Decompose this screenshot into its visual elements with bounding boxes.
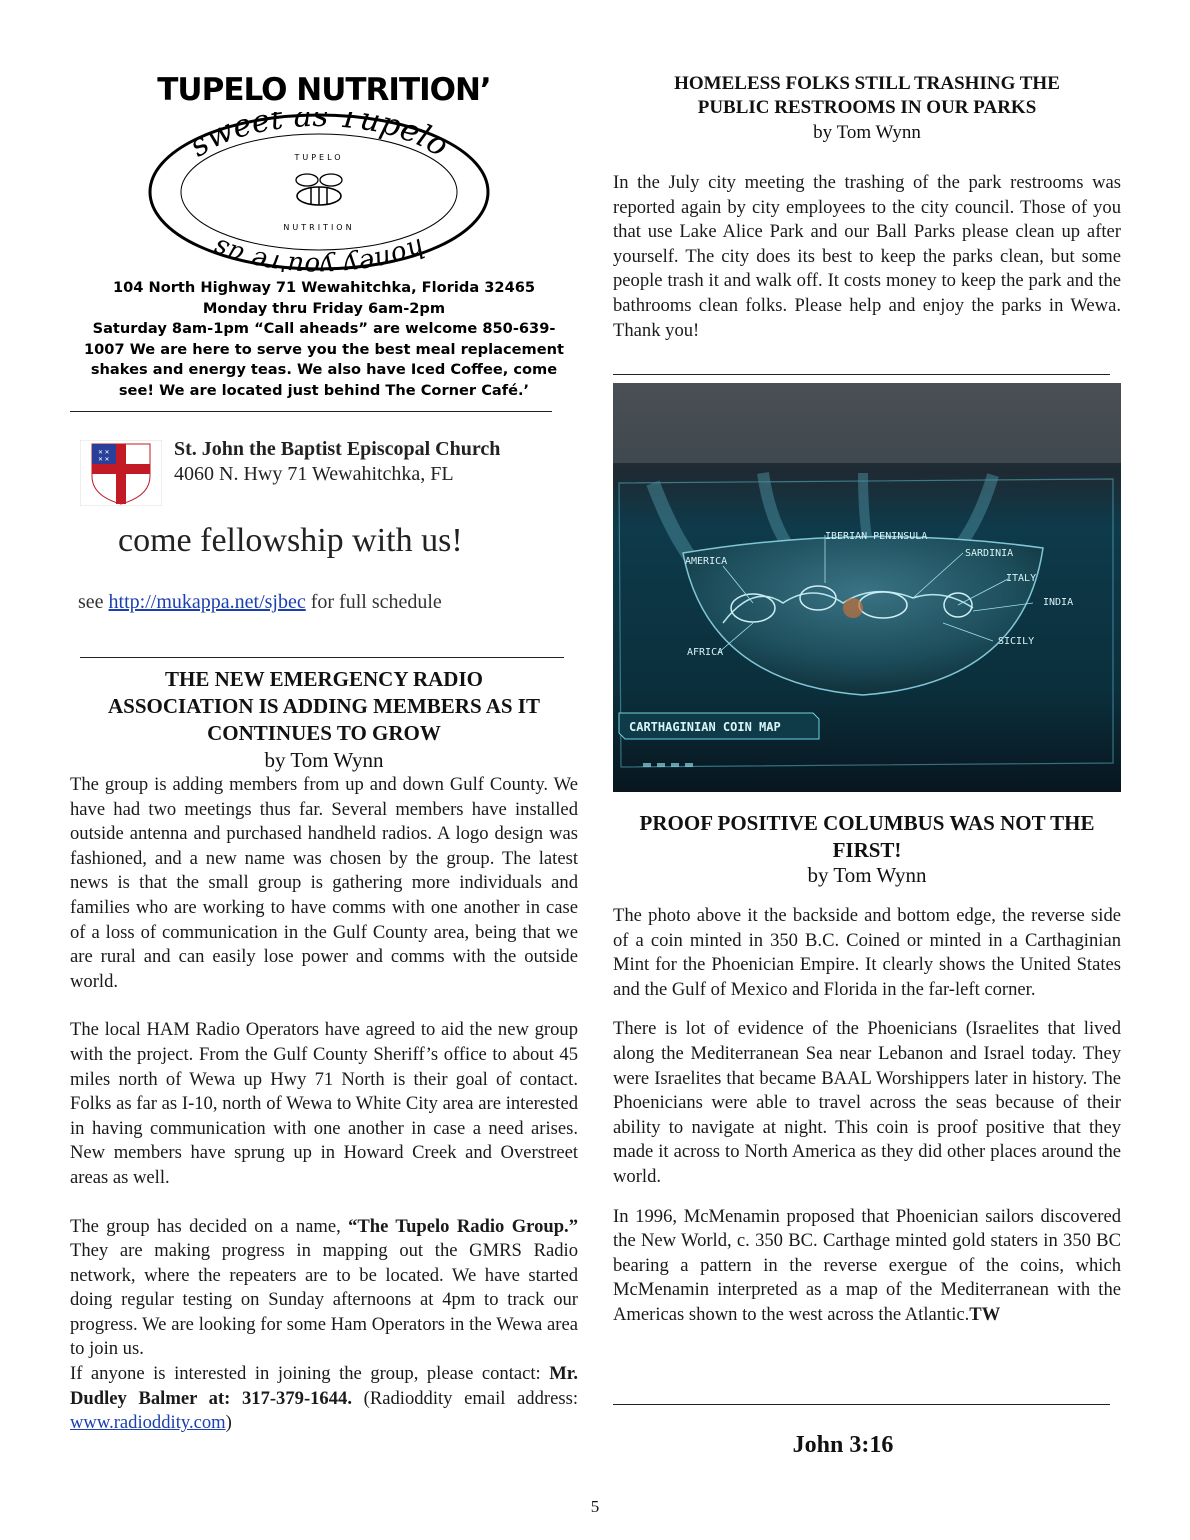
radio-article-body [70,773,578,1436]
photo-caption: CARTHAGINIAN COIN MAP [629,720,781,734]
church-see-prefix: see [78,591,109,613]
tupelo-ad-title: TUPELO NUTRITION’ [157,72,491,108]
group-name: “The Tupelo Radio Group.” [348,1215,578,1237]
tupelo-ad-details [70,278,578,402]
paragraph: The local HAM Radio Operators have agreed to aid the new group with the project. From the Gulf County Sheriff’s office to about 45 miles north of Wewa up Hwy 71 North is their goal of contact. Folks as far as I-10, north of Wewa to White City area are interested in having communication with one another in case a need arises. New members have sprung up in Howard Creek and Overstreet areas as well. [70,1019,578,1188]
headline-line: PUBLIC RESTROOMS IN OUR PARKS [697,97,1037,118]
church-address: 4060 N. Hwy 71 Wewahitchka, FL [174,463,454,485]
headline-line: FIRST! [832,838,902,862]
tupelo-logo [148,112,490,272]
logo-inner-top: TUPELO [294,153,344,162]
restroom-article-headline [613,72,1121,120]
columbus-article-byline: by Tom Wynn [807,863,927,887]
map-label: IBERIAN PENINSULA [825,531,928,542]
author-initials: TW [969,1303,1001,1325]
divider [613,374,1110,375]
paragraph [613,1205,1121,1328]
bible-verse: John 3:16 [792,1432,894,1458]
church-see-suffix: for full schedule [305,591,442,613]
church-schedule-note [78,591,442,614]
radioddity-link[interactable]: www.radioddity.com [70,1412,226,1434]
map-label: INDIA [1043,597,1074,608]
paragraph [70,1362,578,1436]
svg-text:✕ ✕: ✕ ✕ [98,450,110,456]
restroom-article-byline: by Tom Wynn [813,122,921,143]
headline-line: CONTINUES TO GROW [207,721,441,745]
tupelo-line: 104 North Highway 71 Wewahitchka, Florida 32465 [112,279,536,296]
divider [613,1404,1110,1405]
svg-text:sweet as Tupelo: sweet as Tupelo [182,112,455,165]
map-label: AMERICA [685,556,728,567]
headline-line: HOMELESS FOLKS STILL TRASHING THE [674,73,1060,94]
headline-line: THE NEW EMERGENCY RADIO [165,667,483,691]
contact-info: Mr. Dudley Balmer at: 317-379-1644. [70,1363,578,1409]
paragraph-text: (Radioddity email address: [351,1387,578,1409]
episcopal-shield-icon [80,440,162,506]
restroom-article-body: In the July city meeting the trashing of the park restrooms was reported again by city employees to the city council. Those of you that use Lake Alice Park and our Ball Parks please clean up after yourself. The city does its best to keep the parks clean, but some people trash it and walk off. It costs money to keep the park and the bathrooms clean folks. Please help and enjoy the parks in Wewa. Thank you! [613,172,1121,341]
paragraph: The group is adding members from up and down Gulf County. We have had two meetings thus far. Several members have installed outside antenna and purchased handheld radios. A logo design was fashioned, and a new name was chosen by the group. The latest news is that the small group is gathering more individuals and families who are working to have comms with one another in case of a loss of communication in the Gulf County area, being that we are rural and can easily lose power and comms with the outside world. [70,774,578,992]
divider [80,657,564,658]
radio-article-headline [70,666,578,747]
tupelo-line: Monday thru Friday 6am-2pm [202,299,446,317]
map-label: ITALY [1006,573,1037,584]
church-schedule-link[interactable]: http://mukappa.net/sjbec [108,591,306,613]
carthaginian-coin-map-photo [613,383,1121,792]
paragraph-text: They are making progress in mapping out the GMRS Radio network, where the repeaters are to be located. We have started doing regular testing on Sunday afternoons at 4pm to track our progress. We are looking for some Ham Operators in the Wewa area to join us. [70,1240,578,1360]
svg-text:honey you're as: honey you're as [209,231,429,272]
paragraph: The photo above it the backside and bottom edge, the reverse side of a coin minted in 350 B.C. Coined or minted in a Carthaginian Mint for the Phoenician Empire. It clearly shows the United States and the Gulf of Mexico and Florida in the far-left corner. [613,905,1121,1000]
tupelo-line: see! We are located just behind The Corner Café.’ [118,381,530,399]
map-label: AFRICA [687,647,724,658]
headline-line: ASSOCIATION IS ADDING MEMBERS AS IT [108,694,540,718]
columbus-article-body [613,904,1121,1328]
tupelo-line: Saturday 8am-1pm “Call aheads” are welcome 850-639- [92,320,556,338]
logo-inner-bottom: NUTRITION [283,223,355,232]
paragraph-text: If anyone is interested in joining the group, please contact: [70,1363,550,1385]
paragraph-text: In 1996, McMenamin proposed that Phoenician sailors discovered the New World, c. 350 BC. Carthage minted gold staters in 350 BC bearing a pattern in the reverse exergue of the coins, which McMenamin interpreted as a map of the Mediterranean with the Americas shown to the west across the Atlantic. [613,1205,1121,1325]
paragraph-text: The group has decided on a name, [70,1215,349,1237]
church-name: St. John the Baptist Episcopal Church [174,438,501,460]
map-label: SICILY [998,636,1035,647]
paragraph: There is lot of evidence of the Phoenicians (Israelites that lived along the Mediterranean Sea near Lebanon and Israel today. They were Israelites that became BAAL Worshippers later in history. The Phoenicians were able to travel across the seas because of their ability to navigate at night. This coin is proof positive that they made it across to North America as they did other places around the world. [613,1018,1121,1187]
radio-article-byline: by Tom Wynn [264,748,384,772]
map-label: SARDINIA [965,548,1014,559]
paragraph-text: ) [225,1412,232,1434]
svg-text:✕ ✕: ✕ ✕ [98,457,110,463]
tupelo-line: shakes and energy teas. We also have Iced Coffee, come [90,361,558,379]
paragraph [70,1215,578,1363]
page-number: 5 [590,1497,600,1516]
church-tagline: come fellowship with us! [118,522,463,559]
divider [70,411,552,412]
tupelo-line: 1007 We are here to serve you the best meal replacement [84,340,564,358]
columbus-article-headline [613,810,1121,864]
headline-line: PROOF POSITIVE COLUMBUS WAS NOT THE [639,811,1095,835]
